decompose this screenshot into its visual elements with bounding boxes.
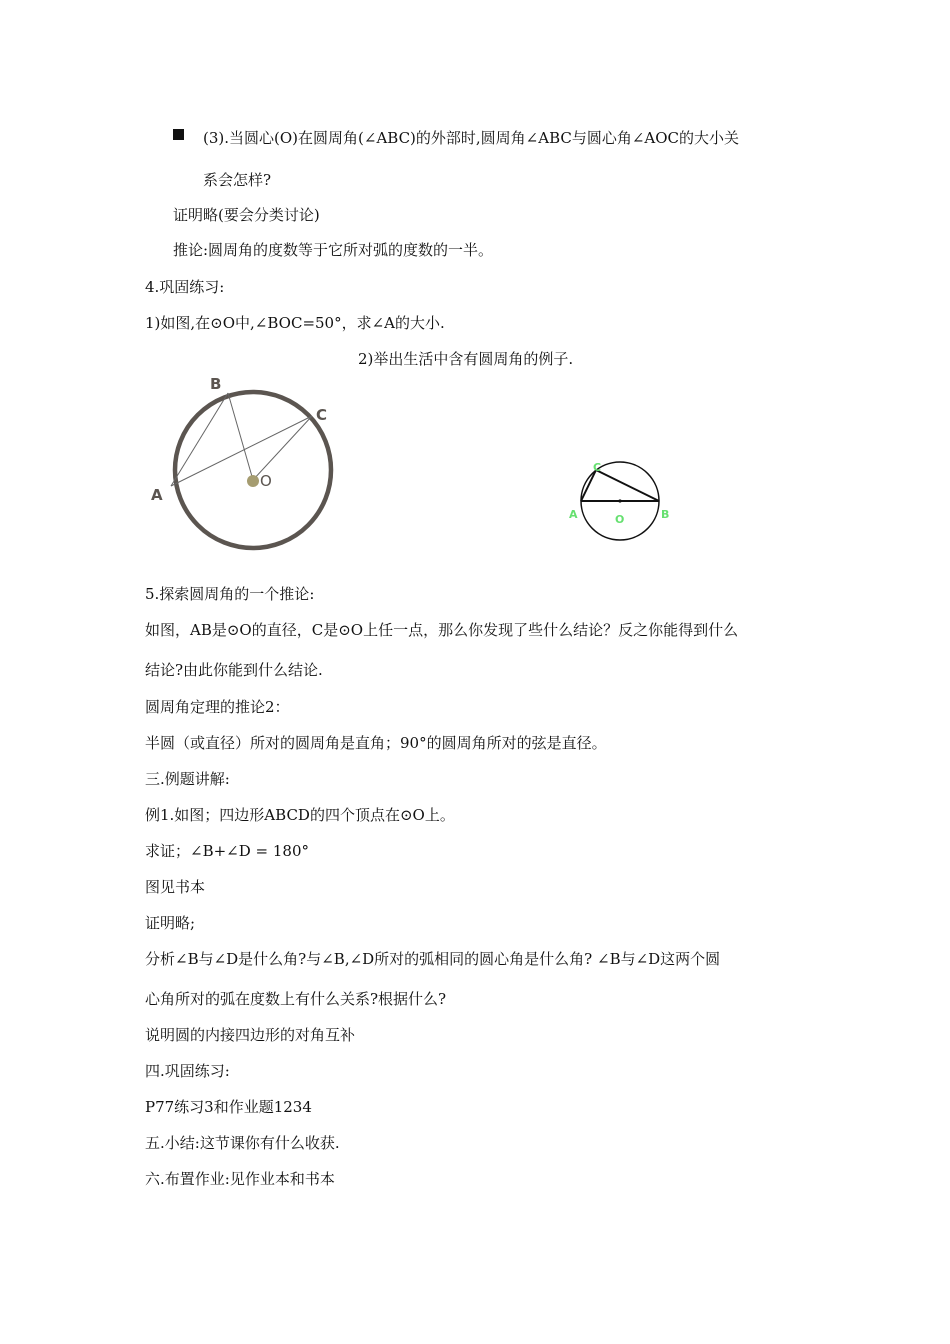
analysis-line-2: 心角所对的弧在度数上有什么关系?根据什么? — [145, 990, 447, 1008]
corollary-1: 推论:圆周角的度数等于它所对弧的度数的一半。 — [173, 241, 494, 259]
radius-oc — [253, 416, 312, 480]
label-o: O — [260, 472, 272, 490]
question-line-2: 结论?由此你能到什么结论. — [145, 661, 323, 679]
label-c: C — [316, 406, 328, 424]
bullet-marker — [173, 129, 184, 140]
summary-line: 五.小结:这节课你有什么收获. — [145, 1134, 340, 1152]
proof-omitted: 证明略; — [145, 914, 196, 932]
figure-circle-boc — [140, 370, 350, 560]
label-a: A — [151, 486, 163, 504]
section-heading-3: 三.例题讲解: — [145, 770, 230, 788]
conclusion-line: 说明圆的内接四边形的对角互补 — [145, 1026, 356, 1044]
corollary-2-heading: 圆周角定理的推论2： — [145, 698, 290, 716]
center-point — [247, 475, 259, 487]
chord-ac-small — [581, 470, 596, 501]
label-o-small: O — [615, 513, 625, 526]
label-a-small: A — [569, 508, 578, 521]
example-1: 例1.如图；四边形ABCD的四个顶点在⊙O上。 — [145, 806, 455, 824]
radius-ob — [228, 393, 253, 480]
text-line-3: 证明略(要会分类讨论) — [173, 206, 320, 224]
homework-line: 六.布置作业:见作业本和书本 — [145, 1170, 335, 1188]
exercise-1: 1)如图,在⊙O中,∠BOC=50°，求∠A的大小. — [145, 314, 445, 332]
prove-statement: 求证；∠B+∠D = 180° — [145, 842, 309, 860]
question-line-1: 如图，AB是⊙O的直径，C是⊙O上任一点，那么你发现了些什么结论？反之你能得到什么 — [145, 621, 739, 639]
exercise-2: 2)举出生活中含有圆周角的例子. — [358, 350, 574, 368]
practice-line: P77练习3和作业题1234 — [145, 1098, 312, 1116]
section-heading-4b: 四.巩固练习: — [145, 1062, 230, 1080]
label-b: B — [210, 375, 222, 393]
analysis-line-1: 分析∠B与∠D是什么角?与∠B,∠D所对的弧相同的圆心角是什么角? ∠B与∠D这两个圆 — [145, 950, 721, 968]
corollary-2-text: 半圆（或直径）所对的圆周角是直角；90°的圆周角所对的弦是直径。 — [145, 734, 607, 752]
text-line-1: (3).当圆心(O)在圆周角(∠ABC)的外部时,圆周角∠ABC与圆心角∠AOC的大小关 — [203, 129, 740, 147]
figure-reference: 图见书本 — [145, 878, 206, 896]
section-heading-4: 4.巩固练习: — [145, 278, 225, 296]
label-b-small: B — [661, 508, 670, 521]
text-line-2: 系会怎样? — [203, 171, 272, 189]
center-dot-small — [618, 499, 621, 502]
figure-circle-diameter — [562, 455, 682, 550]
label-c-small: C — [593, 461, 602, 474]
circle-outline — [175, 392, 331, 548]
section-heading-5: 5.探索圆周角的一个推论: — [145, 585, 315, 603]
